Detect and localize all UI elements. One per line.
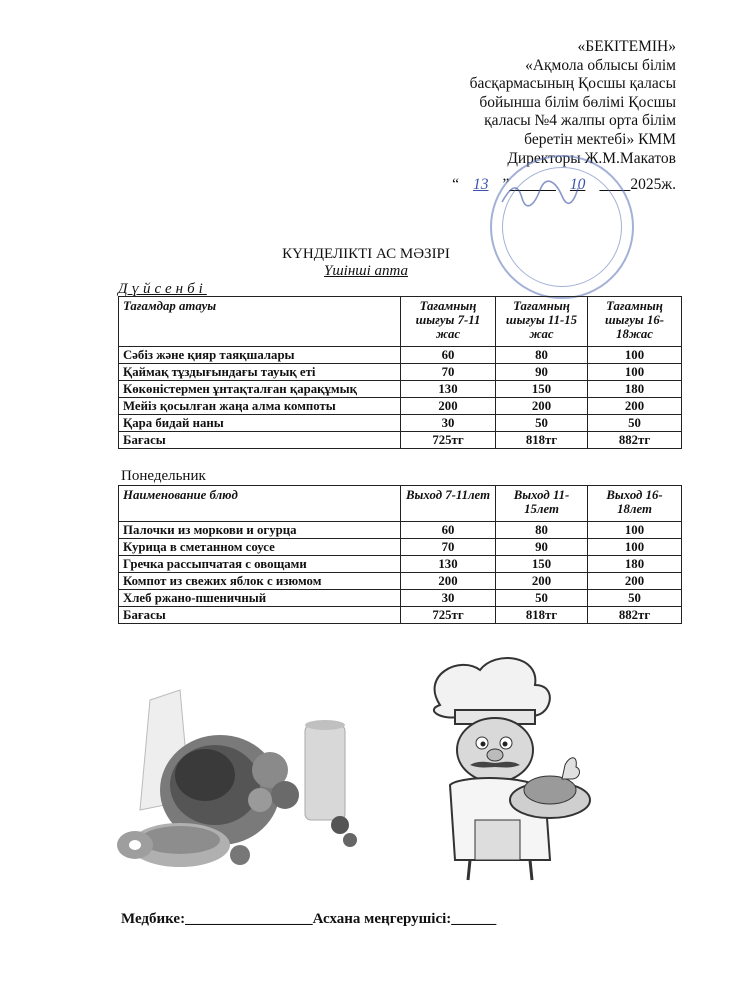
dish-name: Хлеб ржано-пшеничный bbox=[119, 590, 401, 607]
signature-footer: Медбике:_________________Асхана меңгерушісі:______ bbox=[121, 911, 497, 927]
header-portion-11-15: Тағамның шығуы 11-15 жас bbox=[496, 297, 588, 347]
header-portion-7-11: Тағамның шығуы 7-11 жас bbox=[401, 297, 496, 347]
day-label-kz: Дүйсенбі bbox=[118, 281, 207, 297]
approval-line: «Ақмола облысы білім bbox=[525, 56, 676, 74]
header-output-7-11: Выход 7-11лет bbox=[401, 486, 496, 522]
table-row bbox=[119, 573, 682, 590]
table-row bbox=[119, 415, 682, 432]
portion-value: 50 bbox=[588, 590, 682, 607]
portion-value: 90 bbox=[496, 364, 588, 381]
portion-value: 60 bbox=[401, 522, 496, 539]
price-label: Бағасы bbox=[119, 607, 401, 624]
portion-value: 50 bbox=[496, 415, 588, 432]
header-portion-16-18: Тағамның шығуы 16-18жас bbox=[588, 297, 682, 347]
director-signature bbox=[500, 180, 580, 208]
approval-line: қаласы №4 жалпы орта білім bbox=[484, 112, 676, 130]
header-output-16-18: Выход 16-18лет bbox=[588, 486, 682, 522]
table-row bbox=[119, 364, 682, 381]
table-row bbox=[119, 347, 682, 364]
portion-value: 200 bbox=[496, 398, 588, 415]
director-line: Директоры Ж.М.Макатов bbox=[507, 149, 676, 167]
table-header-row bbox=[119, 486, 682, 522]
portion-value: 70 bbox=[401, 364, 496, 381]
header-output-11-15: Выход 11-15лет bbox=[496, 486, 588, 522]
date-quote-close: ” bbox=[502, 176, 510, 194]
portion-value: 80 bbox=[496, 522, 588, 539]
table-row bbox=[119, 522, 682, 539]
date-month: 10 bbox=[569, 176, 586, 194]
portion-value: 50 bbox=[588, 415, 682, 432]
table-row bbox=[119, 398, 682, 415]
portion-value: 100 bbox=[588, 522, 682, 539]
dish-name: Қара бидай наны bbox=[119, 415, 401, 432]
portion-value: 70 bbox=[401, 539, 496, 556]
price-value: 882тг bbox=[588, 432, 682, 449]
dish-name: Көкөністермен ұнтақталған қарақұмық bbox=[119, 381, 401, 398]
date-quote-open: “ bbox=[452, 176, 460, 194]
menu-table-kz bbox=[118, 296, 682, 449]
portion-value: 180 bbox=[588, 381, 682, 398]
food-illustration bbox=[110, 660, 370, 885]
price-value: 818тг bbox=[496, 432, 588, 449]
date-year: 2025ж. bbox=[630, 176, 676, 194]
portion-value: 30 bbox=[401, 590, 496, 607]
portion-value: 200 bbox=[496, 573, 588, 590]
dish-name: Гречка рассыпчатая с овощами bbox=[119, 556, 401, 573]
portion-value: 200 bbox=[588, 573, 682, 590]
day-label-ru: Понедельник bbox=[121, 468, 206, 484]
portion-value: 100 bbox=[588, 364, 682, 381]
portion-value: 200 bbox=[588, 398, 682, 415]
portion-value: 100 bbox=[588, 539, 682, 556]
portion-value: 30 bbox=[401, 415, 496, 432]
portion-value: 200 bbox=[401, 398, 496, 415]
page-title: КҮНДЕЛІКТІ АС МӘЗІРІ bbox=[282, 246, 450, 262]
portion-value: 130 bbox=[401, 556, 496, 573]
portion-value: 100 bbox=[588, 347, 682, 364]
table-header-row bbox=[119, 297, 682, 347]
dish-name: Курица в сметанном соусе bbox=[119, 539, 401, 556]
dish-name: Мейіз қосылған жаңа алма компоты bbox=[119, 398, 401, 415]
price-label: Бағасы bbox=[119, 432, 401, 449]
dish-name: Сәбіз және қияр таяқшалары bbox=[119, 347, 401, 364]
price-value: 882тг bbox=[588, 607, 682, 624]
portion-value: 200 bbox=[401, 573, 496, 590]
portion-value: 180 bbox=[588, 556, 682, 573]
approval-line: бойынша білім бөлімі Қосшы bbox=[479, 93, 676, 111]
price-value: 818тг bbox=[496, 607, 588, 624]
approval-line: беретін мектебі» КММ bbox=[524, 130, 676, 148]
header-dish-name: Наименование блюд bbox=[119, 486, 401, 522]
table-row bbox=[119, 590, 682, 607]
approval-line: басқармасының Қосшы қаласы bbox=[469, 75, 676, 93]
price-row bbox=[119, 432, 682, 449]
price-row bbox=[119, 607, 682, 624]
table-row bbox=[119, 381, 682, 398]
chef-illustration bbox=[400, 655, 610, 885]
date-day: 13 bbox=[473, 176, 489, 194]
approval-line: «БЕКІТЕМІН» bbox=[577, 38, 676, 55]
dish-name: Компот из свежих яблок с изюмом bbox=[119, 573, 401, 590]
portion-value: 150 bbox=[496, 381, 588, 398]
price-value: 725тг bbox=[401, 432, 496, 449]
header-dish-name: Тағамдар атауы bbox=[119, 297, 401, 347]
menu-title bbox=[0, 246, 732, 280]
portion-value: 90 bbox=[496, 539, 588, 556]
table-row bbox=[119, 539, 682, 556]
dish-name: Қаймақ тұздығындағы тауық еті bbox=[119, 364, 401, 381]
portion-value: 130 bbox=[401, 381, 496, 398]
week-label: Үшінші апта bbox=[323, 263, 409, 279]
portion-value: 50 bbox=[496, 590, 588, 607]
portion-value: 150 bbox=[496, 556, 588, 573]
table-row bbox=[119, 556, 682, 573]
portion-value: 80 bbox=[496, 347, 588, 364]
portion-value: 60 bbox=[401, 347, 496, 364]
dish-name: Палочки из моркови и огурца bbox=[119, 522, 401, 539]
menu-table-ru bbox=[118, 485, 682, 624]
price-value: 725тг bbox=[401, 607, 496, 624]
